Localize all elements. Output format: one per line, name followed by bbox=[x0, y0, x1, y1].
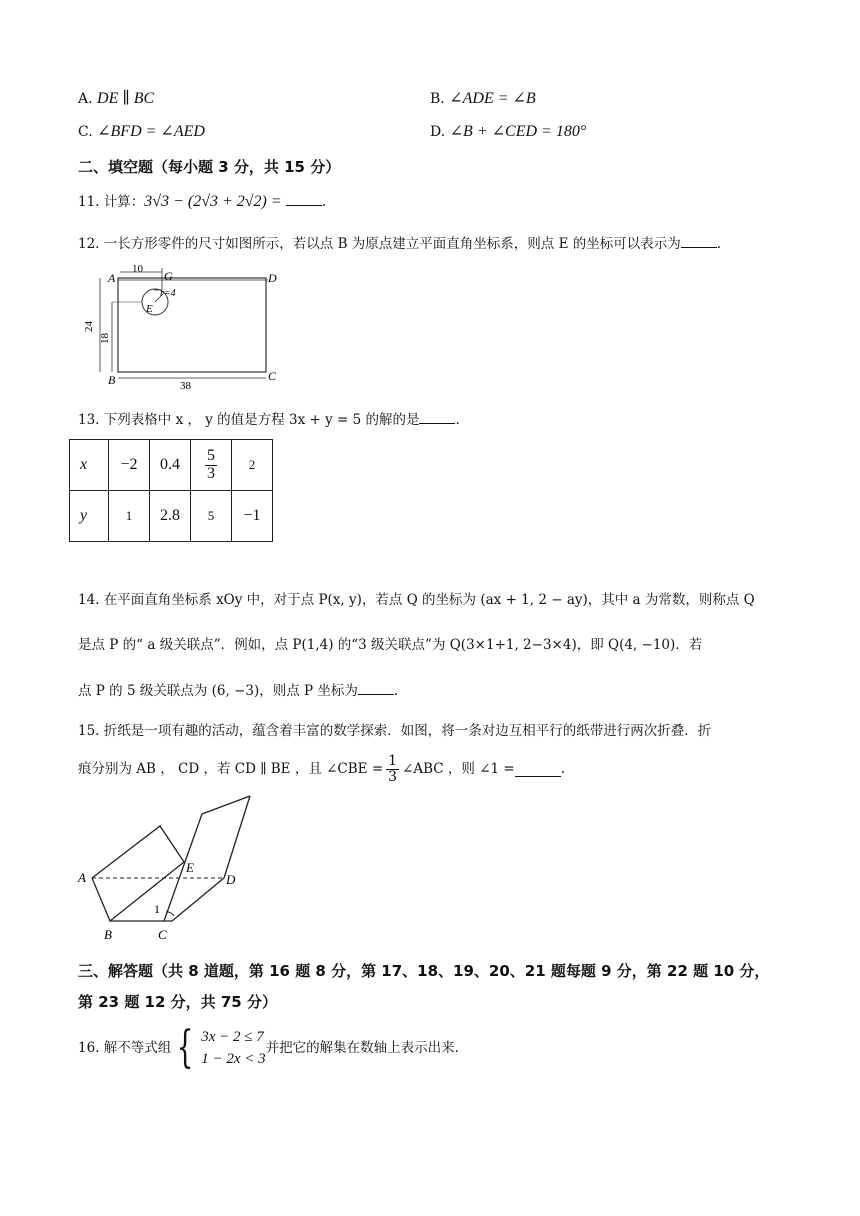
table-row bbox=[70, 440, 273, 491]
q12-label-d: D bbox=[268, 271, 277, 285]
fraction-numerator: 5 bbox=[207, 446, 215, 464]
q15-label-e: E bbox=[186, 860, 194, 875]
q12-length-ag: 10 bbox=[132, 263, 143, 275]
option-d bbox=[430, 121, 586, 141]
table-cell: 1 bbox=[109, 491, 150, 542]
question-14-line-3 bbox=[78, 680, 398, 701]
table-cell: 2 bbox=[232, 440, 273, 491]
option-a-text: DE ∥ BC bbox=[97, 90, 155, 107]
option-d-label: D. bbox=[430, 124, 446, 140]
table-cell: 0.4 bbox=[150, 440, 191, 491]
q12-end: . bbox=[716, 236, 722, 252]
q16-inequality-2: 1 − 2x < 3 bbox=[201, 1051, 266, 1067]
left-brace: { bbox=[176, 1022, 194, 1073]
table-cell: 5 bbox=[191, 491, 232, 542]
q13-solution-table bbox=[69, 439, 273, 542]
q12-height-inner: 18 bbox=[99, 333, 111, 344]
q12-label-a: A bbox=[108, 271, 116, 285]
q12-label-g: G bbox=[164, 269, 173, 283]
q14-line-1: 在平面直角坐标系 xOy 中，对于点 P(x, y)，若点 Q 的坐标为 (ax + 1, 2 − ay)，其中 a 为常数，则称点 Q bbox=[103, 592, 755, 608]
q15-label-a: A bbox=[78, 870, 86, 885]
q12-rectangle-figure bbox=[80, 262, 290, 392]
table-header-x: x bbox=[70, 440, 109, 491]
question-12 bbox=[78, 233, 721, 254]
option-b bbox=[430, 88, 536, 108]
q16-inequality-1: 3x − 2 ≤ 7 bbox=[201, 1029, 264, 1045]
q12-answer-blank[interactable] bbox=[681, 233, 717, 248]
q16-inequality-system bbox=[171, 1022, 266, 1073]
section-3-title-line-1: 三、解答题（共 8 道题，第 16 题 8 分，第 17、18、19、20、21 题每题 9 分，第 22 题 10 分， bbox=[78, 962, 770, 980]
q15-label-c: C bbox=[158, 927, 167, 942]
q11-end: . bbox=[321, 194, 327, 210]
q11-expression: 3√3 − (2√3 + 2√2) = bbox=[144, 193, 282, 210]
q15-end: . bbox=[560, 761, 566, 778]
table-header-y: y bbox=[70, 491, 109, 542]
q13-end: . bbox=[455, 412, 460, 428]
option-a bbox=[78, 88, 154, 108]
q14-number: 14. bbox=[78, 592, 100, 608]
q15-number: 15. bbox=[78, 723, 100, 739]
table-row bbox=[70, 491, 273, 542]
table-cell-fraction bbox=[191, 440, 232, 491]
q14-line-3: 点 P 的 5 级关联点为 (6, −3)，则点 P 坐标为 bbox=[78, 683, 358, 699]
option-c bbox=[78, 121, 205, 141]
q12-width: 38 bbox=[180, 380, 191, 392]
q12-height-outer: 24 bbox=[83, 321, 95, 332]
q15-label-d: D bbox=[226, 872, 236, 887]
option-b-text: ∠ADE = ∠B bbox=[449, 90, 536, 107]
section-3-title-line-2: 第 23 题 12 分，共 75 分） bbox=[78, 993, 277, 1011]
option-a-label: A. bbox=[78, 91, 93, 107]
option-c-text: ∠BFD = ∠AED bbox=[97, 123, 205, 140]
q11-text: 计算： bbox=[103, 194, 145, 210]
q15-fraction bbox=[386, 754, 399, 784]
question-15-line-1 bbox=[78, 721, 711, 741]
q14-end: . bbox=[393, 683, 399, 699]
q15-line-2a: 痕分别为 AB ， CD ，若 CD ∥ BE ，且 ∠CBE = bbox=[78, 761, 384, 778]
q16-text: 解不等式组 bbox=[103, 1040, 172, 1056]
q15-line-1: 折纸是一项有趣的活动，蕴含着丰富的数学探索．如图，将一条对边互相平行的纸带进行两次折叠．折 bbox=[103, 723, 712, 739]
q13-text: 下列表格中 x ， y 的值是方程 3x + y = 5 的解的是 bbox=[103, 412, 420, 428]
q12-number: 12. bbox=[78, 236, 100, 252]
q15-folding-figure bbox=[74, 790, 264, 945]
option-b-label: B. bbox=[430, 91, 445, 107]
q14-line-2: 是点 P 的“ a 级关联点”．例如，点 P(1,4) 的“3 级关联点”为 Q(3×1+1, 2−3×4)，即 Q(4, −10)．若 bbox=[78, 637, 703, 653]
table-cell: −1 bbox=[232, 491, 273, 542]
q12-label-e: E bbox=[146, 303, 153, 315]
q12-text: 一长方形零件的尺寸如图所示，若以点 B 为原点建立平面直角坐标系，则点 E 的坐标可以表示为 bbox=[103, 236, 681, 252]
q15-answer-blank[interactable] bbox=[515, 762, 561, 777]
q12-label-b: B bbox=[108, 373, 116, 387]
option-d-text: ∠B + ∠CED = 180° bbox=[449, 123, 587, 140]
table-cell: −2 bbox=[109, 440, 150, 491]
section-2-title: 二、填空题（每小题 3 分，共 15 分） bbox=[78, 158, 341, 176]
question-11 bbox=[78, 191, 326, 212]
fraction-denominator: 3 bbox=[207, 464, 215, 482]
option-c-label: C. bbox=[78, 124, 93, 140]
q15-line-2b: ∠ABC ，则 ∠1 = bbox=[402, 761, 515, 778]
question-15-line-2 bbox=[78, 754, 565, 784]
fraction bbox=[205, 448, 217, 483]
question-16 bbox=[78, 1022, 459, 1073]
q16-number: 16. bbox=[78, 1040, 100, 1056]
question-14-line-1 bbox=[78, 590, 755, 610]
q15-label-b: B bbox=[104, 927, 112, 942]
q15-fraction-numerator: 1 bbox=[388, 753, 398, 769]
q11-answer-blank[interactable] bbox=[286, 191, 322, 206]
question-13 bbox=[78, 409, 460, 430]
q15-fraction-denominator: 3 bbox=[388, 768, 398, 785]
table-cell: 2.8 bbox=[150, 491, 191, 542]
q12-radius: r=4 bbox=[160, 288, 176, 299]
q15-angle-label: 1 bbox=[154, 902, 160, 916]
q13-answer-blank[interactable] bbox=[419, 409, 455, 424]
q11-number: 11. bbox=[78, 194, 100, 210]
q13-number: 13. bbox=[78, 412, 100, 428]
q16-tail: 并把它的解集在数轴上表示出来. bbox=[265, 1040, 459, 1056]
q12-label-c: C bbox=[268, 369, 277, 383]
q14-answer-blank[interactable] bbox=[358, 680, 394, 695]
